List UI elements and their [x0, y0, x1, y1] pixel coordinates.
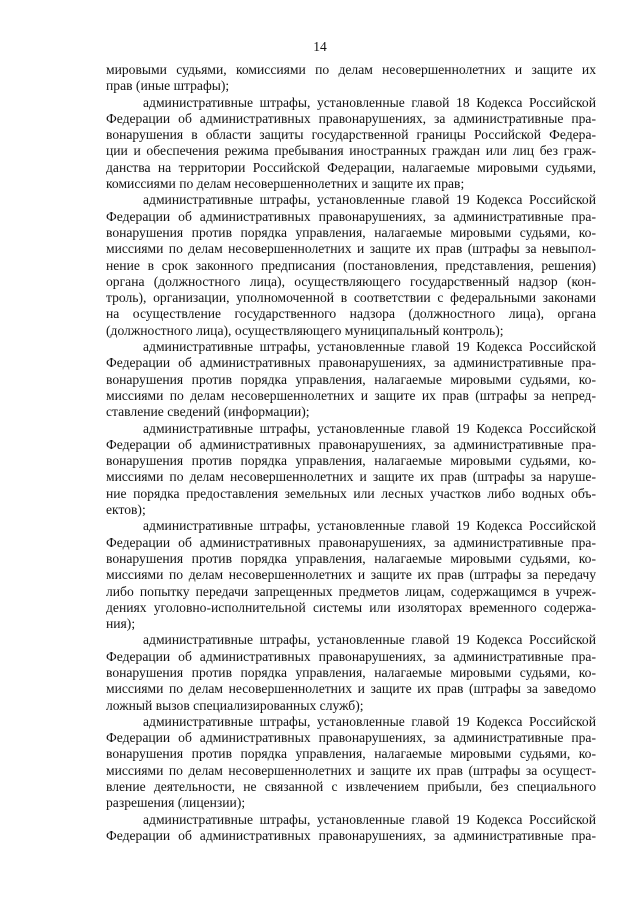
text-line: вонарушения в области защиты государственной границы Российской Федера-: [106, 127, 596, 143]
text-line: ектов);: [106, 502, 146, 518]
text-line: миссиями по делам несовершеннолетних и защите их прав (штрафы за осущест-: [106, 762, 596, 778]
paragraph: [106, 812, 596, 845]
text-line: органа (должностного лица), осуществляющего государственный надзор (кон-: [106, 273, 596, 289]
text-line: Федерации об административных правонарушениях, за административные пра-: [106, 730, 596, 746]
text-line: миссиями по делам несовершеннолетних и защите их прав (штрафы за заведомо: [106, 681, 596, 697]
paragraph: [106, 95, 596, 193]
paragraph: [106, 632, 596, 713]
text-line: миссиями по делам несовершеннолетних и защите их прав (штрафы за наруше-: [106, 469, 596, 485]
text-line: административные штрафы, установленные главой 19 Кодекса Российской: [143, 811, 596, 827]
text-line: Федерации об административных правонарушениях, за административные пра-: [106, 534, 596, 550]
text-line: административные штрафы, установленные главой 19 Кодекса Российской: [143, 339, 596, 355]
text-line: ние порядка предоставления земельных или лесных участков либо водных объ-: [106, 485, 596, 501]
text-line: комиссиями по делам несовершеннолетних и защите их прав;: [106, 176, 465, 192]
text-line: вонарушения против порядка управления, налагаемые мировыми судьями, ко-: [106, 224, 596, 240]
text-line: на осуществление государственного надзора (должностного лица), органа: [106, 306, 596, 322]
text-line: Федерации об административных правонарушениях, за административные пра-: [106, 355, 596, 371]
text-line: Федерации об административных правонарушениях, за административные пра-: [106, 827, 596, 843]
text-line: миссиями по делам несовершеннолетних и защите их прав (штрафы за непред-: [106, 387, 596, 403]
text-line: административные штрафы, установленные главой 19 Кодекса Российской: [143, 192, 596, 208]
paragraph: [106, 192, 596, 339]
text-line: (должностного лица), осуществляющего муниципальный контроль);: [106, 322, 504, 338]
text-line: административные штрафы, установленные главой 19 Кодекса Российской: [143, 518, 596, 534]
text-line: вонарушения против порядка управления, налагаемые мировыми судьями, ко-: [106, 664, 596, 680]
text-line: нение в срок законного предписания (постановления, представления, решения): [106, 257, 596, 273]
text-line: административные штрафы, установленные главой 19 Кодекса Российской: [143, 632, 596, 648]
text-line: Федерации об административных правонарушениях, за административные пра-: [106, 648, 596, 664]
paragraph: [106, 339, 596, 420]
text-line: прав (иные штрафы);: [106, 78, 230, 94]
text-line: миссиями по делам несовершеннолетних и защите их прав (штрафы за передачу: [106, 567, 596, 583]
text-line: ния);: [106, 616, 136, 632]
text-line: мировыми судьями, комиссиями по делам несовершеннолетних и защите их: [106, 62, 596, 77]
document-body: [106, 62, 596, 844]
text-line: ции и обеспечения режима пребывания иностранных граждан или лиц без граж-: [106, 143, 596, 159]
text-line: вление деятельности, не связанной с извлечением прибыли, без специального: [106, 779, 596, 795]
paragraph: [106, 62, 596, 95]
text-line: вонарушения против порядка управления, налагаемые мировыми судьями, ко-: [106, 550, 596, 566]
text-line: Федерации об административных правонарушениях, за административные пра-: [106, 208, 596, 224]
text-line: Федерации об административных правонарушениях, за административные пра-: [106, 436, 596, 452]
text-line: данства на территории Российской Федерации, налагаемые мировыми судьями,: [106, 159, 596, 175]
text-line: разрешения (лицензии);: [106, 795, 246, 811]
text-line: административные штрафы, установленные главой 19 Кодекса Российской: [143, 420, 596, 436]
paragraph: [106, 421, 596, 519]
text-line: вонарушения против порядка управления, налагаемые мировыми судьями, ко-: [106, 746, 596, 762]
text-line: административные штрафы, установленные главой 18 Кодекса Российской: [143, 94, 596, 110]
paragraph: [106, 714, 596, 812]
text-line: ложный вызов специализированных служб);: [106, 697, 364, 713]
text-line: вонарушения против порядка управления, налагаемые мировыми судьями, ко-: [106, 453, 596, 469]
text-line: Федерации об административных правонарушениях, за административные пра-: [106, 110, 596, 126]
paragraph: [106, 518, 596, 632]
text-line: вонарушения против порядка управления, налагаемые мировыми судьями, ко-: [106, 371, 596, 387]
text-line: дениях уголовно-исполнительной системы или изоляторах временного содержа-: [106, 599, 596, 615]
text-line: административные штрафы, установленные главой 19 Кодекса Российской: [143, 713, 596, 729]
page-number: 14: [313, 39, 327, 54]
text-line: троль), организации, уполномоченной в соответствии с федеральными законами: [106, 290, 596, 306]
text-line: ставление сведений (информации);: [106, 404, 310, 420]
text-line: либо попытку передачи запрещенных предметов лицам, содержащимся в учреж-: [106, 583, 596, 599]
text-line: миссиями по делам несовершеннолетних и защите их прав (штрафы за невыпол-: [106, 241, 596, 257]
